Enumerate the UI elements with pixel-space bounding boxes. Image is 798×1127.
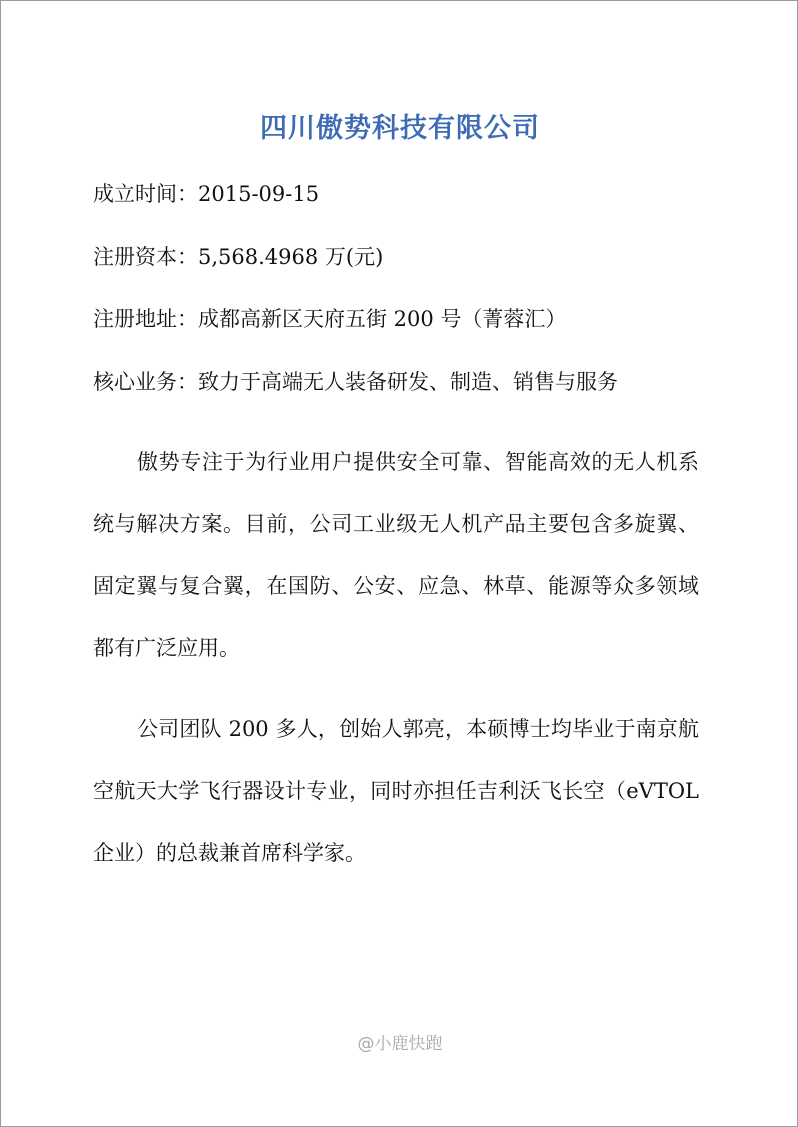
registered-capital-field [93, 242, 383, 272]
field-label: 核心业务： [93, 370, 198, 394]
field-value: 致力于高端无人装备研发、制造、销售与服务 [198, 370, 618, 394]
core-business-field [93, 367, 618, 397]
company-title: 四川傲势科技有限公司 [260, 113, 540, 144]
founded-date-field [93, 179, 319, 209]
watermark: @小鹿快跑 [357, 1034, 443, 1054]
team-paragraph: 公司团队 200 多人，创始人郭亮，本硕博士均毕业于南京航空航天大学飞行器设计专业，同时亦担任吉利沃飞长空（eVTOL 企业）的总裁兼首席科学家。 [93, 717, 699, 865]
field-label: 注册地址： [93, 307, 198, 331]
company-intro-paragraph: 傲势专注于为行业用户提供安全可靠、智能高效的无人机系统与解决方案。目前，公司工业级无人机产品主要包含多旋翼、固定翼与复合翼，在国防、公安、应急、林草、能源等众多领域都有广泛应用。 [93, 450, 699, 660]
field-value: 2015-09-15 [198, 182, 320, 206]
registered-address-field [93, 304, 566, 334]
field-value: 5,568.4968 万(元) [198, 245, 384, 269]
field-label: 注册资本： [93, 245, 198, 269]
field-value: 成都高新区天府五街 200 号（菁蓉汇） [198, 307, 567, 331]
field-label: 成立时间： [93, 182, 198, 206]
